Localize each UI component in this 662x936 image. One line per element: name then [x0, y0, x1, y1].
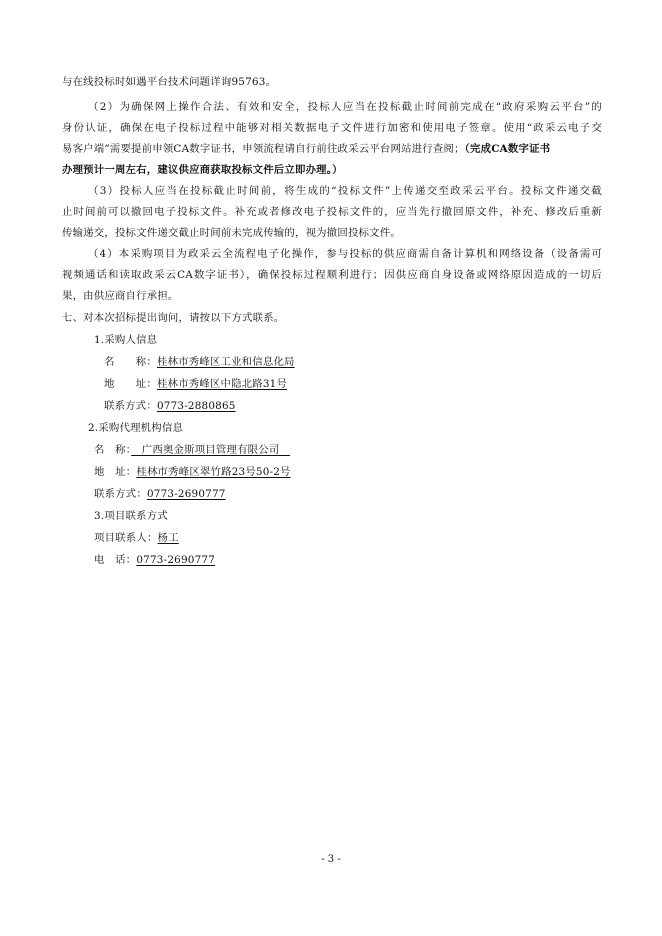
contact-group-title: 3.项目联系方式: [94, 510, 168, 522]
field-label: 地 址：: [104, 378, 157, 390]
field-label: 项目联系人：: [94, 532, 158, 544]
purchaser-address: 桂林市秀峰区中隐北路31号: [156, 378, 288, 390]
paragraph-line: 果，由供应商自行承担。: [62, 290, 179, 302]
contact-row: [104, 396, 602, 417]
paragraph-line: （3）投标人应当在投标截止时间前，将生成的“投标文件”上传递交至政采云平台。投标文件递交截: [88, 185, 602, 197]
page-number: - 3 -: [321, 854, 341, 865]
field-label: 地 址：: [94, 466, 137, 478]
contact-group-title: 2.采购代理机构信息: [88, 422, 184, 434]
purchaser-name: 桂林市秀峰区工业和信息化局: [156, 356, 295, 368]
contact-row: [94, 550, 602, 571]
field-label: 联系方式：: [94, 488, 147, 500]
paragraph-line: 视频通话和读取政采云CA数字证书），确保投标过程顺利进行；因供应商自身设备或网络原因造成的一切后: [62, 269, 602, 281]
contact-row: [94, 528, 602, 549]
bold-note: （完成CA数字证书: [464, 143, 551, 155]
contact-group-title: 1.采购人信息: [94, 334, 158, 346]
agency-phone: 0773-2690777: [146, 488, 226, 500]
paragraph-line: 传输递交，投标文件递交截止时间前未完成传输的，视为撤回投标文件。: [62, 227, 401, 239]
field-label: 电 话：: [94, 554, 137, 566]
bold-note: 办理预计一周左右，建议供应商获取投标文件后立即办理。）: [62, 164, 343, 176]
agency-name: 广西奥金斯项目管理有限公司: [131, 444, 291, 456]
section-heading: 七、对本次招标提出询问，请按以下方式联系。: [62, 312, 285, 324]
project-contact: 杨工: [157, 532, 179, 544]
paragraph-line: （2）为确保网上操作合法、有效和安全，投标人应当在投标截止时间前完成在“政府采购云平台”的: [88, 101, 602, 113]
paragraph-line: 身份认证，确保在电子投标过程中能够对相关数据电子文件进行加密和使用电子签章。使用“政采云电子交: [62, 122, 602, 134]
paragraph-line: 与在线投标时如遇平台技术问题详询95763。: [62, 76, 277, 88]
project-phone: 0773-2690777: [136, 554, 216, 566]
paragraph-line: 止时间前可以撤回电子投标文件。补充或者修改电子投标文件的，应当先行撤回原文件，补充、修改后重新: [62, 206, 602, 218]
contact-row: [94, 440, 602, 461]
contact-row: [94, 484, 602, 505]
agency-address: 桂林市秀峰区翠竹路23号50-2号: [136, 466, 291, 478]
field-label: 名 称：: [104, 356, 157, 368]
paragraph-line: [62, 139, 602, 160]
contact-row: [104, 374, 602, 395]
field-label: 名 称：: [94, 444, 132, 456]
field-label: 联系方式：: [104, 400, 157, 412]
paragraph-text: 易客户端”需要提前申领CA数字证书，申领流程请自行前往政采云平台网站进行查阅；: [62, 143, 465, 155]
purchaser-phone: 0773-2880865: [156, 400, 236, 412]
contact-row: [94, 462, 602, 483]
paragraph-line: （4）本采购项目为政采云全流程电子化操作，参与投标的供应商需自备计算机和网络设备（设备需可: [88, 248, 602, 260]
contact-row: [104, 352, 602, 373]
